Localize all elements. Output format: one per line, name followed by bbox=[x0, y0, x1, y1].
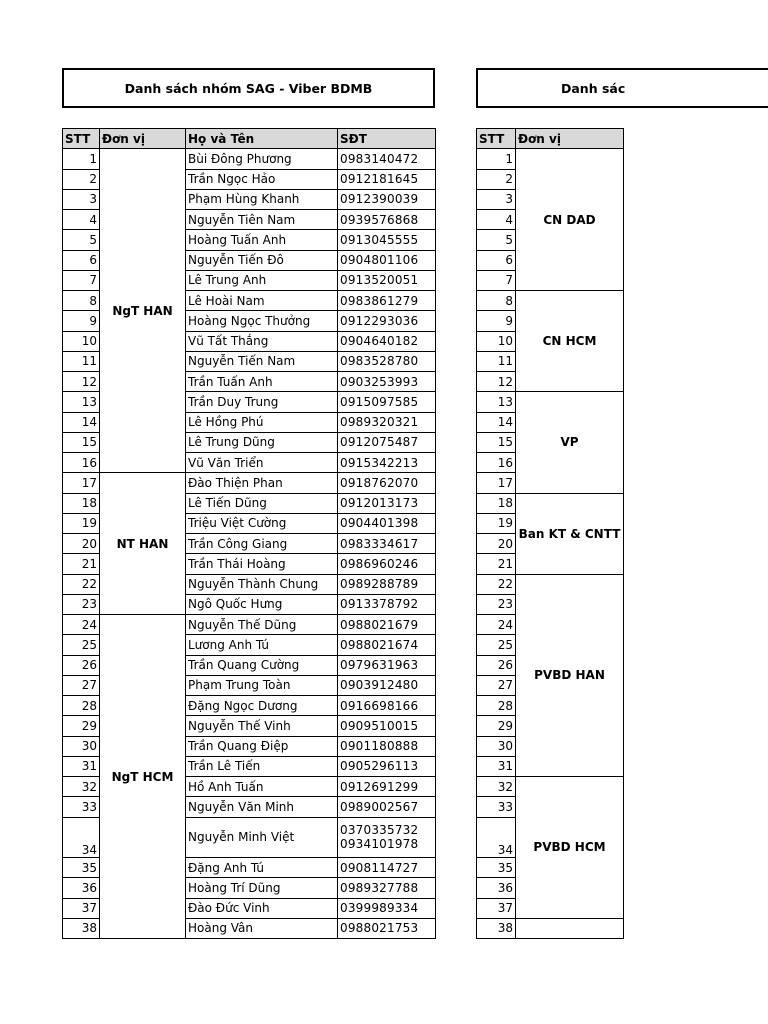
row-name: Triệu Việt Cường bbox=[186, 513, 338, 533]
row-phone bbox=[338, 432, 436, 452]
row-stt: 21 bbox=[477, 554, 516, 574]
row-stt: 4 bbox=[63, 210, 100, 230]
row-stt: 36 bbox=[477, 878, 516, 898]
row-phone bbox=[338, 918, 436, 938]
phone-number: 0913520051 bbox=[340, 273, 419, 288]
row-stt: 27 bbox=[477, 675, 516, 695]
row-name: Vũ Tất Thắng bbox=[186, 331, 338, 351]
row-stt: 3 bbox=[63, 189, 100, 209]
row-stt: 1 bbox=[477, 149, 516, 169]
right-title-text: Danh sác bbox=[561, 80, 626, 96]
row-stt: 2 bbox=[63, 169, 100, 189]
row-name: Đặng Anh Tú bbox=[186, 858, 338, 878]
row-phone bbox=[338, 291, 436, 311]
table-header-row bbox=[63, 129, 436, 149]
row-phone bbox=[338, 412, 436, 432]
row-stt: 9 bbox=[477, 311, 516, 331]
row-stt: 6 bbox=[63, 250, 100, 270]
unit-cell: NT HAN bbox=[100, 473, 186, 615]
row-stt: 16 bbox=[477, 453, 516, 473]
row-stt: 24 bbox=[477, 615, 516, 635]
row-stt: 6 bbox=[477, 250, 516, 270]
row-name: Nguyễn Thế Dũng bbox=[186, 615, 338, 635]
unit-cell: Ban KT & CNTT bbox=[516, 493, 624, 574]
phone-number: 0989002567 bbox=[340, 799, 419, 814]
row-stt: 36 bbox=[63, 878, 100, 898]
row-phone bbox=[338, 372, 436, 392]
phone-number: 0988021679 bbox=[340, 617, 419, 632]
row-name: Trần Duy Trung bbox=[186, 392, 338, 412]
phone-number: 0370335732 bbox=[340, 823, 419, 838]
phone-number: 0901180888 bbox=[340, 739, 419, 754]
phone-number: 0989327788 bbox=[340, 880, 419, 895]
row-name: Nguyễn Thế Vinh bbox=[186, 716, 338, 736]
phone-number: 0983528780 bbox=[340, 354, 419, 369]
row-name: Trần Ngọc Hảo bbox=[186, 169, 338, 189]
table-row bbox=[477, 918, 624, 938]
table-row bbox=[477, 291, 624, 311]
phone-number: 0915342213 bbox=[340, 455, 419, 470]
row-phone bbox=[338, 473, 436, 493]
row-phone bbox=[338, 210, 436, 230]
right-contact-table bbox=[476, 128, 624, 939]
row-stt: 17 bbox=[477, 473, 516, 493]
row-phone bbox=[338, 615, 436, 635]
row-stt: 29 bbox=[63, 716, 100, 736]
row-name: Phạm Hùng Khanh bbox=[186, 189, 338, 209]
row-name: Trần Công Giang bbox=[186, 534, 338, 554]
row-phone bbox=[338, 189, 436, 209]
row-stt: 19 bbox=[63, 513, 100, 533]
row-phone bbox=[338, 777, 436, 797]
row-stt: 3 bbox=[477, 189, 516, 209]
table-row bbox=[477, 149, 624, 169]
table-row bbox=[63, 149, 436, 169]
row-stt: 35 bbox=[63, 858, 100, 878]
row-phone bbox=[338, 534, 436, 554]
row-stt: 31 bbox=[477, 756, 516, 776]
row-name: Hoàng Trí Dũng bbox=[186, 878, 338, 898]
row-name: Lê Trung Dũng bbox=[186, 432, 338, 452]
row-name: Hoàng Tuấn Anh bbox=[186, 230, 338, 250]
phone-number: 0983334617 bbox=[340, 536, 419, 551]
phone-number: 0979631963 bbox=[340, 658, 419, 673]
row-name: Lương Anh Tú bbox=[186, 635, 338, 655]
row-stt: 10 bbox=[63, 331, 100, 351]
row-stt: 38 bbox=[477, 918, 516, 938]
row-name: Trần Quang Điệp bbox=[186, 736, 338, 756]
row-phone bbox=[338, 270, 436, 290]
row-stt: 26 bbox=[63, 655, 100, 675]
row-stt: 38 bbox=[63, 918, 100, 938]
row-stt: 32 bbox=[477, 777, 516, 797]
row-stt: 12 bbox=[477, 372, 516, 392]
header-phone: SĐT bbox=[338, 129, 436, 149]
unit-cell: CN DAD bbox=[516, 149, 624, 291]
row-stt: 37 bbox=[477, 898, 516, 918]
phone-number: 0905296113 bbox=[340, 759, 419, 774]
row-name: Trần Thái Hoàng bbox=[186, 554, 338, 574]
row-name: Lê Hồng Phú bbox=[186, 412, 338, 432]
row-name: Đào Thiện Phan bbox=[186, 473, 338, 493]
row-stt: 9 bbox=[63, 311, 100, 331]
row-name: Đào Đức Vinh bbox=[186, 898, 338, 918]
phone-number: 0904801106 bbox=[340, 253, 419, 268]
phone-number: 0908114727 bbox=[340, 860, 419, 875]
unit-cell: CN HCM bbox=[516, 291, 624, 392]
phone-number: 0989320321 bbox=[340, 415, 419, 430]
table-row bbox=[477, 777, 624, 797]
phone-number: 0983861279 bbox=[340, 293, 419, 308]
row-phone bbox=[338, 716, 436, 736]
row-stt: 30 bbox=[63, 736, 100, 756]
row-stt: 33 bbox=[63, 797, 100, 817]
right-list-title bbox=[476, 68, 768, 108]
row-stt: 4 bbox=[477, 210, 516, 230]
phone-number: 0918762070 bbox=[340, 475, 419, 490]
row-name: Đặng Ngọc Dương bbox=[186, 696, 338, 716]
row-stt: 28 bbox=[63, 696, 100, 716]
row-phone bbox=[338, 149, 436, 169]
unit-cell: VP bbox=[516, 392, 624, 493]
row-stt: 15 bbox=[477, 432, 516, 452]
header-unit: Đơn vị bbox=[516, 129, 624, 149]
phone-number: 0916698166 bbox=[340, 698, 419, 713]
row-name: Lê Tiến Dũng bbox=[186, 493, 338, 513]
row-stt: 14 bbox=[477, 412, 516, 432]
row-phone bbox=[338, 817, 436, 858]
row-name: Nguyễn Văn Minh bbox=[186, 797, 338, 817]
row-phone bbox=[338, 594, 436, 614]
row-name: Bùi Đông Phương bbox=[186, 149, 338, 169]
row-name: Lê Trung Anh bbox=[186, 270, 338, 290]
row-phone bbox=[338, 878, 436, 898]
row-stt: 35 bbox=[477, 858, 516, 878]
row-stt: 26 bbox=[477, 655, 516, 675]
row-stt: 8 bbox=[477, 291, 516, 311]
phone-number: 0903253993 bbox=[340, 374, 419, 389]
phone-number: 0912075487 bbox=[340, 435, 419, 450]
unit-cell: NgT HAN bbox=[100, 149, 186, 473]
row-stt: 29 bbox=[477, 716, 516, 736]
row-phone bbox=[338, 351, 436, 371]
row-stt: 32 bbox=[63, 777, 100, 797]
row-name: Trần Lê Tiến bbox=[186, 756, 338, 776]
row-stt: 7 bbox=[477, 270, 516, 290]
row-stt: 31 bbox=[63, 756, 100, 776]
row-stt: 2 bbox=[477, 169, 516, 189]
row-stt: 23 bbox=[63, 594, 100, 614]
row-phone bbox=[338, 513, 436, 533]
row-stt: 14 bbox=[63, 412, 100, 432]
phone-number: 0912691299 bbox=[340, 779, 419, 794]
row-phone bbox=[338, 250, 436, 270]
phone-number: 0904401398 bbox=[340, 516, 419, 531]
table-row bbox=[63, 615, 436, 635]
row-phone bbox=[338, 554, 436, 574]
row-stt: 24 bbox=[63, 615, 100, 635]
row-phone bbox=[338, 736, 436, 756]
row-phone bbox=[338, 797, 436, 817]
row-stt: 33 bbox=[477, 797, 516, 817]
row-phone bbox=[338, 169, 436, 189]
row-name: Ngô Quốc Hưng bbox=[186, 594, 338, 614]
row-stt: 13 bbox=[63, 392, 100, 412]
row-name: Nguyễn Tiến Đô bbox=[186, 250, 338, 270]
phone-number: 0912390039 bbox=[340, 192, 419, 207]
row-stt: 8 bbox=[63, 291, 100, 311]
phone-number: 0904640182 bbox=[340, 334, 419, 349]
phone-number: 0399989334 bbox=[340, 901, 419, 916]
header-unit: Đơn vị bbox=[100, 129, 186, 149]
row-name: Nguyễn Minh Việt bbox=[186, 817, 338, 858]
row-name: Hồ Anh Tuấn bbox=[186, 777, 338, 797]
phone-number: 0915097585 bbox=[340, 394, 419, 409]
table-row bbox=[63, 473, 436, 493]
phone-number: 0913045555 bbox=[340, 232, 419, 247]
row-name: Nguyễn Tiên Nam bbox=[186, 210, 338, 230]
row-stt: 22 bbox=[63, 574, 100, 594]
row-name: Trần Quang Cường bbox=[186, 655, 338, 675]
row-stt: 10 bbox=[477, 331, 516, 351]
row-phone bbox=[338, 311, 436, 331]
table-row bbox=[477, 493, 624, 513]
header-stt: STT bbox=[477, 129, 516, 149]
row-phone bbox=[338, 453, 436, 473]
row-phone bbox=[338, 655, 436, 675]
row-stt: 1 bbox=[63, 149, 100, 169]
unit-cell bbox=[516, 918, 624, 938]
row-stt: 7 bbox=[63, 270, 100, 290]
phone-number: 0988021753 bbox=[340, 921, 419, 936]
row-stt: 15 bbox=[63, 432, 100, 452]
row-stt: 20 bbox=[477, 534, 516, 554]
header-stt: STT bbox=[63, 129, 100, 149]
unit-cell: PVBD HAN bbox=[516, 574, 624, 777]
row-name: Hoàng Vân bbox=[186, 918, 338, 938]
row-phone bbox=[338, 756, 436, 776]
table-row bbox=[477, 574, 624, 594]
left-list-title bbox=[62, 68, 435, 108]
phone-number: 0989288789 bbox=[340, 577, 419, 592]
phone-number: 0909510015 bbox=[340, 718, 419, 733]
row-stt: 22 bbox=[477, 574, 516, 594]
row-stt: 17 bbox=[63, 473, 100, 493]
row-phone bbox=[338, 675, 436, 695]
row-stt: 5 bbox=[477, 230, 516, 250]
row-stt: 34 bbox=[477, 817, 516, 858]
phone-number: 0912181645 bbox=[340, 172, 419, 187]
phone-number: 0903912480 bbox=[340, 678, 419, 693]
row-stt: 34 bbox=[63, 817, 100, 858]
row-stt: 20 bbox=[63, 534, 100, 554]
row-name: Lê Hoài Nam bbox=[186, 291, 338, 311]
row-phone bbox=[338, 696, 436, 716]
row-phone bbox=[338, 635, 436, 655]
row-phone bbox=[338, 493, 436, 513]
row-name: Nguyễn Tiến Nam bbox=[186, 351, 338, 371]
row-stt: 28 bbox=[477, 696, 516, 716]
row-phone bbox=[338, 230, 436, 250]
row-name: Trần Tuấn Anh bbox=[186, 372, 338, 392]
row-stt: 11 bbox=[477, 351, 516, 371]
row-stt: 13 bbox=[477, 392, 516, 412]
row-name: Phạm Trung Toàn bbox=[186, 675, 338, 695]
phone-number: 0912013173 bbox=[340, 496, 419, 511]
header-name: Họ và Tên bbox=[186, 129, 338, 149]
unit-cell: PVBD HCM bbox=[516, 777, 624, 919]
phone-number: 0912293036 bbox=[340, 313, 419, 328]
row-stt: 18 bbox=[63, 493, 100, 513]
row-stt: 27 bbox=[63, 675, 100, 695]
unit-cell: NgT HCM bbox=[100, 615, 186, 939]
phone-number: 0983140472 bbox=[340, 151, 419, 166]
row-stt: 12 bbox=[63, 372, 100, 392]
phone-number: 0988021674 bbox=[340, 637, 419, 652]
row-stt: 23 bbox=[477, 594, 516, 614]
table-row bbox=[477, 392, 624, 412]
row-stt: 16 bbox=[63, 453, 100, 473]
row-phone bbox=[338, 858, 436, 878]
row-phone bbox=[338, 392, 436, 412]
row-stt: 30 bbox=[477, 736, 516, 756]
row-phone bbox=[338, 574, 436, 594]
table-header-row bbox=[477, 129, 624, 149]
phone-number: 0913378792 bbox=[340, 597, 419, 612]
row-name: Hoàng Ngọc Thưởng bbox=[186, 311, 338, 331]
phone-number-2: 0934101978 bbox=[340, 837, 419, 852]
left-contact-table bbox=[62, 128, 436, 939]
phone-number: 0986960246 bbox=[340, 556, 419, 571]
row-stt: 21 bbox=[63, 554, 100, 574]
left-title-text: Danh sách nhóm SAG - Viber BDMB bbox=[124, 80, 373, 96]
row-stt: 19 bbox=[477, 513, 516, 533]
row-stt: 5 bbox=[63, 230, 100, 250]
row-stt: 25 bbox=[63, 635, 100, 655]
row-name: Nguyễn Thành Chung bbox=[186, 574, 338, 594]
row-phone bbox=[338, 898, 436, 918]
phone-number: 0939576868 bbox=[340, 212, 419, 227]
row-stt: 11 bbox=[63, 351, 100, 371]
row-stt: 37 bbox=[63, 898, 100, 918]
row-stt: 18 bbox=[477, 493, 516, 513]
row-phone bbox=[338, 331, 436, 351]
row-name: Vũ Văn Triển bbox=[186, 453, 338, 473]
row-stt: 25 bbox=[477, 635, 516, 655]
